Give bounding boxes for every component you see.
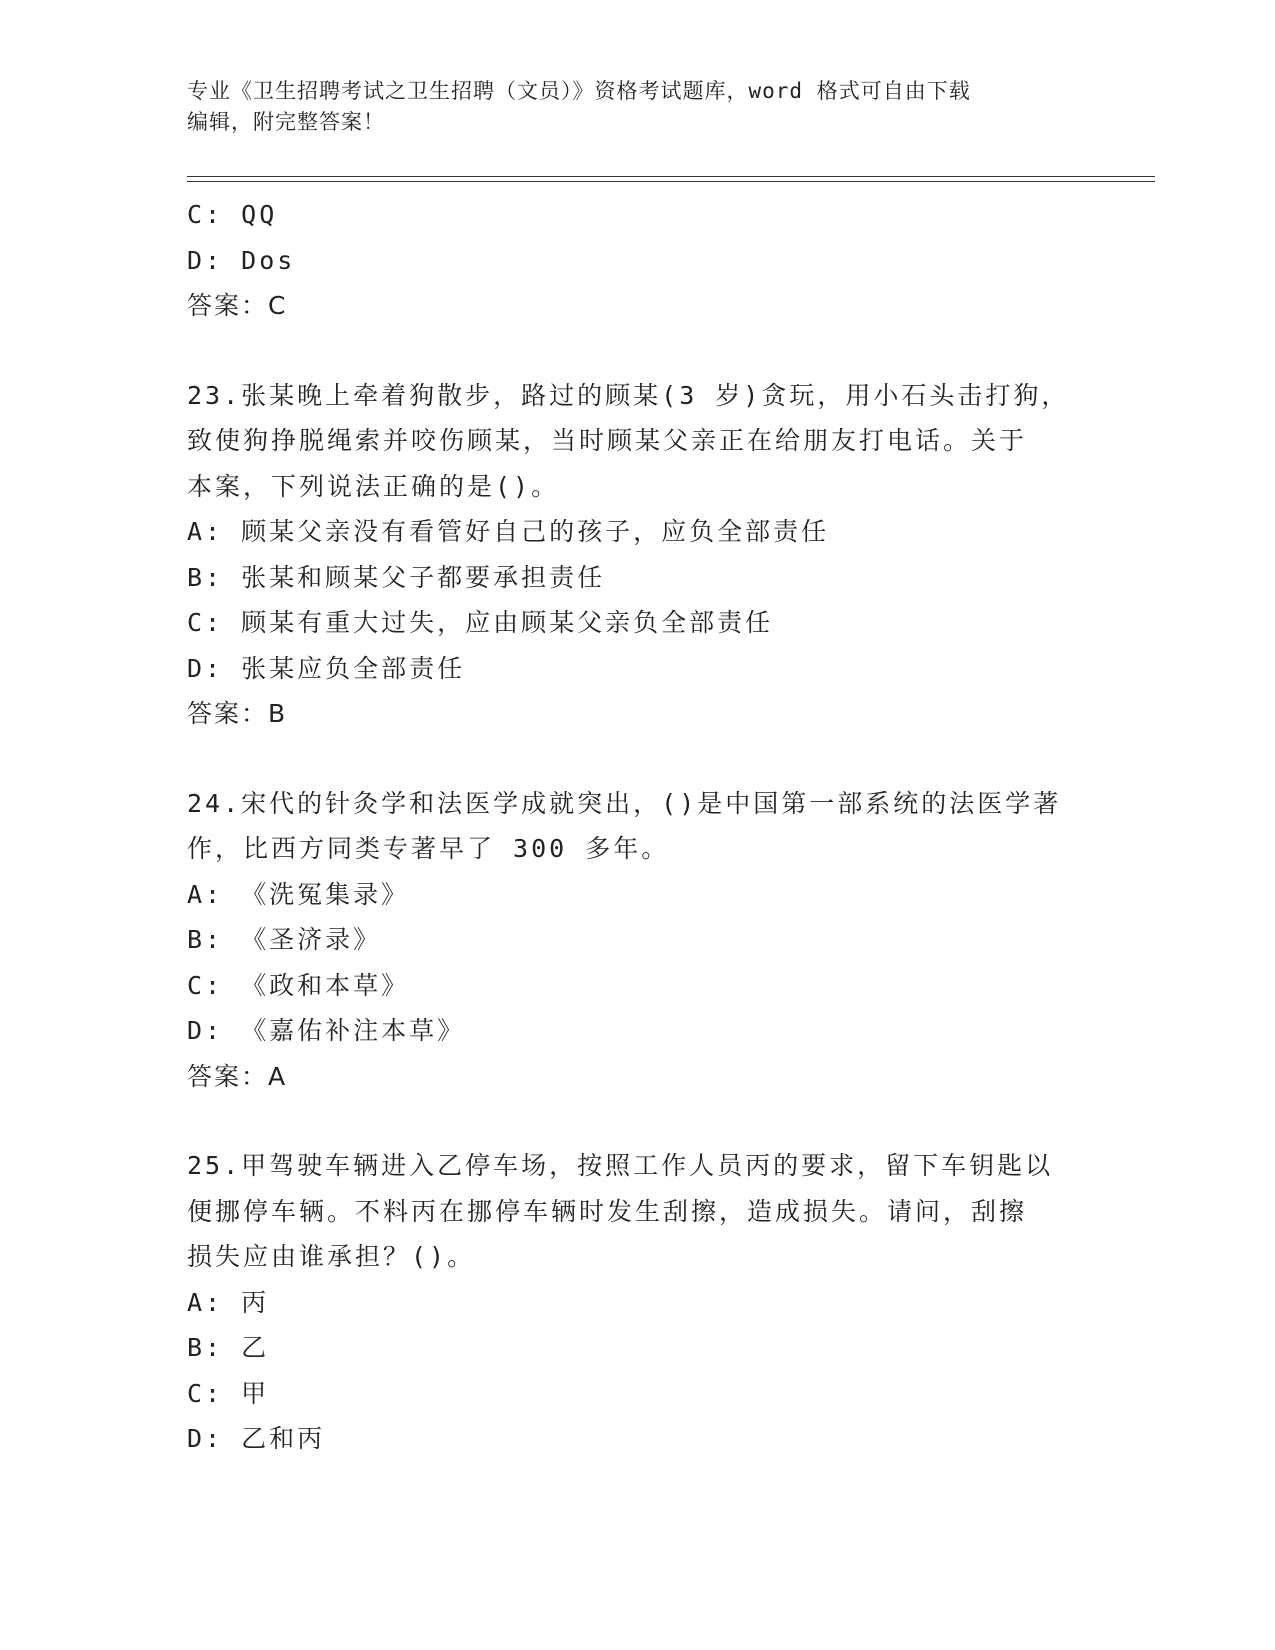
question-text: 便挪停车辆。不料丙在挪停车辆时发生刮擦，造成损失。请问，刮擦 [187, 1196, 1028, 1226]
question-text: 作，比西方同类专著早了 300 多年。 [187, 834, 670, 863]
question-text: 24.宋代的针灸学和法医学成就突出，()是中国第一部系统的法医学著 [187, 788, 1062, 818]
header-divider-top [187, 176, 1155, 177]
option-c: C: 甲 [187, 1378, 270, 1408]
option-c: C: 顾某有重大过失，应由顾某父亲负全部责任 [187, 608, 774, 637]
option-a: A: 丙 [187, 1287, 270, 1317]
question-list [187, 192, 1087, 1462]
option-b: B: 张某和顾某父子都要承担责任 [187, 562, 606, 592]
option-d: D: 乙和丙 [187, 1424, 326, 1453]
header-title-line2: 编辑，附完整答案！ [187, 110, 385, 134]
option-c: C: QQ [187, 200, 278, 229]
option-b: B: 乙 [187, 1333, 270, 1362]
option-d: D: 张某应负全部责任 [187, 653, 466, 683]
answer-line: 答案：A [187, 1061, 288, 1091]
document-header [187, 76, 1087, 138]
question-25 [187, 1143, 1087, 1462]
option-a: A: 《洗冤集录》 [187, 879, 410, 909]
header-title-line1: 专业《卫生招聘考试之卫生招聘（文员）》资格考试题库，word 格式可自由下载 [187, 79, 971, 103]
question-text: 23.张某晚上牵着狗散步，路过的顾某(3 岁)贪玩，用小石头击打狗， [187, 380, 1070, 410]
question-text: 损失应由谁承担？()。 [187, 1242, 476, 1271]
question-23 [187, 373, 1087, 737]
answer-line: 答案：C [187, 291, 288, 320]
question-text: 本案，下列说法正确的是()。 [187, 471, 560, 501]
question-24 [187, 781, 1087, 1100]
option-c: C: 《政和本草》 [187, 970, 410, 1000]
question-text: 致使狗挣脱绳索并咬伤顾某，当时顾某父亲正在给朋友打电话。关于 [187, 426, 1028, 455]
option-d: D: Dos [187, 245, 296, 275]
question-text: 25.甲驾驶车辆进入乙停车场，按照工作人员丙的要求，留下车钥匙以 [187, 1151, 1054, 1180]
option-b: B: 《圣济录》 [187, 925, 382, 954]
answer-line: 答案：B [187, 699, 288, 728]
option-d: D: 《嘉佑补注本草》 [187, 1016, 466, 1045]
header-divider-bottom [187, 181, 1155, 182]
option-a: A: 顾某父亲没有看管好自己的孩子，应负全部责任 [187, 517, 830, 546]
